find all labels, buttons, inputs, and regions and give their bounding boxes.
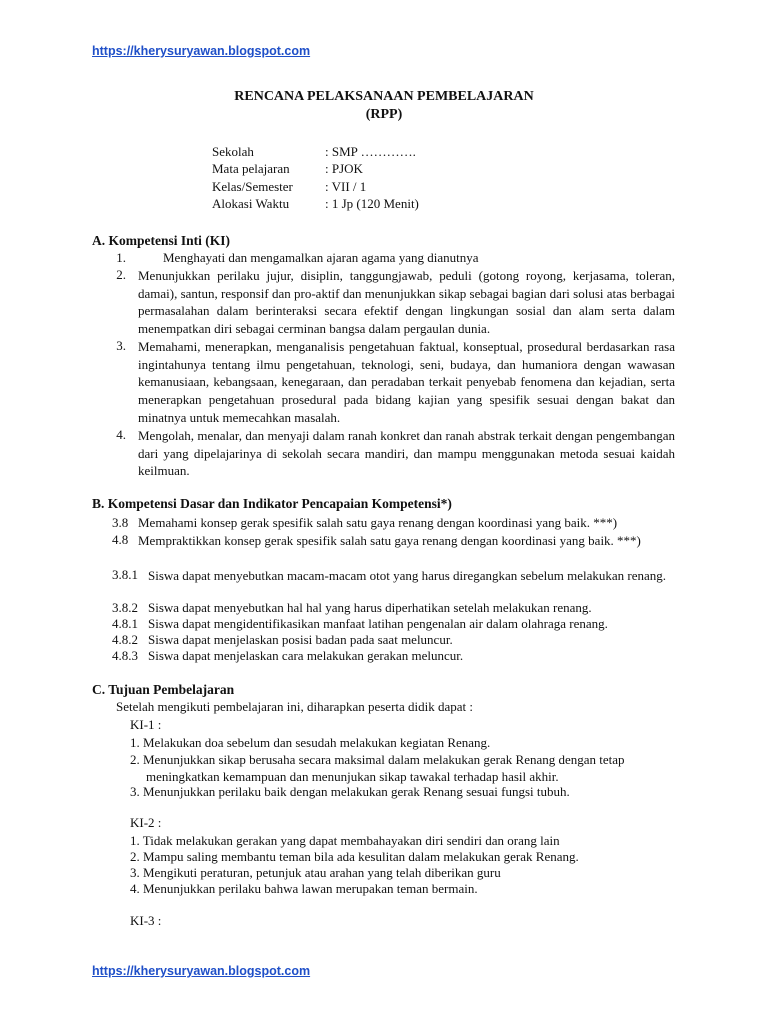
ki-item-number: 1. [116, 250, 126, 265]
section-c-intro: Setelah mengikuti pembelajaran ini, diharapkan peserta didik dapat : [116, 699, 474, 714]
indicator-text: Siswa dapat menjelaskan posisi badan pada saat meluncur. [148, 632, 453, 647]
indicator-text: Siswa dapat menjelaskan cara melakukan gerakan meluncur. [148, 648, 464, 663]
indicator-text: Siswa dapat menyebutkan hal hal yang harus diperhatikan setelah melakukan renang. [148, 600, 592, 615]
ki-item-text: Memahami, menerapkan, menganalisis pengetahuan faktual, konseptual, prosedural berdasarkan rasa ingintahunya tentang ilmu pengetahuan, teknologi, seni, budaya, dan humaniora dengan wawasan kemanusiaan, kebangsaan, kenegaraan, dan peradaban terkait penyebab fenomena dan kejadian, serta menerapkan pengetahuan prosedural pada bidang kajian yang spesifik sesuai dengan bakat dan minatnya untuk memecahkan masalah. [138, 339, 675, 425]
kd-text: Memahami konsep gerak spesifik salah satu gaya renang dengan koordinasi yang baik. ***) [138, 515, 618, 530]
ki3-label: KI-3 : [130, 913, 162, 928]
ki2-label: KI-2 : [130, 815, 162, 830]
meta-label-time: Alokasi Waktu [212, 196, 290, 211]
ki2-item: 4. Menunjukkan perilaku bahwa lawan merupakan teman bermain. [130, 881, 478, 896]
ki1-item: 3. Menunjukkan perilaku baik dengan melakukan gerak Renang sesuai fungsi tubuh. [130, 784, 570, 799]
meta-value-time: : 1 Jp (120 Menit) [325, 196, 419, 211]
header-link[interactable]: https://kherysuryawan.blogspot.com [92, 44, 311, 58]
section-c-heading: C. Tujuan Pembelajaran [92, 682, 235, 697]
indicator-number: 4.8.3 [112, 648, 138, 663]
ki-item-text: Menunjukkan perilaku jujur, disiplin, tanggungjawab, peduli (gotong royong, kerjasama, toleran, damai), santun, responsif dan pro-aktif dan menunjukkan sikap sebagai bagian dari solusi atas berbagai permasalahan dalam berinteraksi secara efektif dengan lingkungan sosial dan alam serta dalam menempatkan diri sebagai cerminan bangsa dalam pergaulan dunia. [138, 268, 675, 337]
ki-item-number: 2. [116, 267, 126, 282]
ki-item-number: 4. [116, 427, 126, 442]
meta-value-class: : VII / 1 [325, 179, 367, 194]
ki-item-number: 3. [116, 338, 126, 353]
ki2-item: 1. Tidak melakukan gerakan yang dapat membahayakan diri sendiri dan orang lain [130, 833, 560, 848]
kd-number: 3.8 [112, 515, 129, 530]
ki-item-text: Menghayati dan mengamalkan ajaran agama yang dianutnya [163, 250, 479, 265]
ki1-item: 1. Melakukan doa sebelum dan sesudah melakukan kegiatan Renang. [130, 735, 491, 750]
ki1-item: 2. Menunjukkan sikap berusaha secara maksimal dalam melakukan gerak Renang dengan tetap meningkatkan kemampuan dan menunjukan sikap tawakal terhadap hasil akhir. [130, 752, 625, 784]
section-b-heading: B. Kompetensi Dasar dan Indikator Pencapaian Kompetensi*) [92, 496, 452, 511]
ki2-item: 2. Mampu saling membantu teman bila ada kesulitan dalam melakukan gerak Renang. [130, 849, 579, 864]
kd-text: Mempraktikkan konsep gerak spesifik salah satu gaya renang dengan koordinasi yang baik. ***) [138, 533, 641, 548]
meta-value-school: : SMP …………. [325, 144, 416, 159]
indicator-number: 3.8.1 [112, 567, 138, 582]
section-a-heading: A. Kompetensi Inti (KI) [92, 233, 230, 248]
meta-label-subject: Mata pelajaran [212, 161, 290, 176]
indicator-number: 3.8.2 [112, 600, 138, 615]
meta-label-class: Kelas/Semester [212, 179, 293, 194]
ki2-item: 3. Mengikuti peraturan, petunjuk atau arahan yang telah diberikan guru [130, 865, 501, 880]
indicator-number: 4.8.1 [112, 616, 138, 631]
doc-title: RENCANA PELAKSANAAN PEMBELAJARAN [234, 89, 534, 104]
ki1-label: KI-1 : [130, 717, 162, 732]
meta-value-subject: : PJOK [325, 161, 363, 176]
doc-subtitle: (RPP) [365, 107, 403, 122]
indicator-number: 4.8.2 [112, 632, 138, 647]
footer-link[interactable]: https://kherysuryawan.blogspot.com [92, 964, 311, 978]
indicator-text: Siswa dapat mengidentifikasikan manfaat latihan pengenalan air dalam olahraga renang. [148, 616, 608, 631]
kd-number: 4.8 [112, 532, 129, 547]
indicator-text: Siswa dapat menyebutkan macam-macam otot yang harus diregangkan sebelum melakukan renang. [148, 568, 667, 583]
meta-label-school: Sekolah [212, 144, 254, 159]
ki-item-text: Mengolah, menalar, dan menyaji dalam ranah konkret dan ranah abstrak terkait dengan pengembangan dari yang dipelajarinya di sekolah secara mandiri, dan mampu menggunakan metoda sesuai kaidah keilmuan. [138, 428, 675, 479]
